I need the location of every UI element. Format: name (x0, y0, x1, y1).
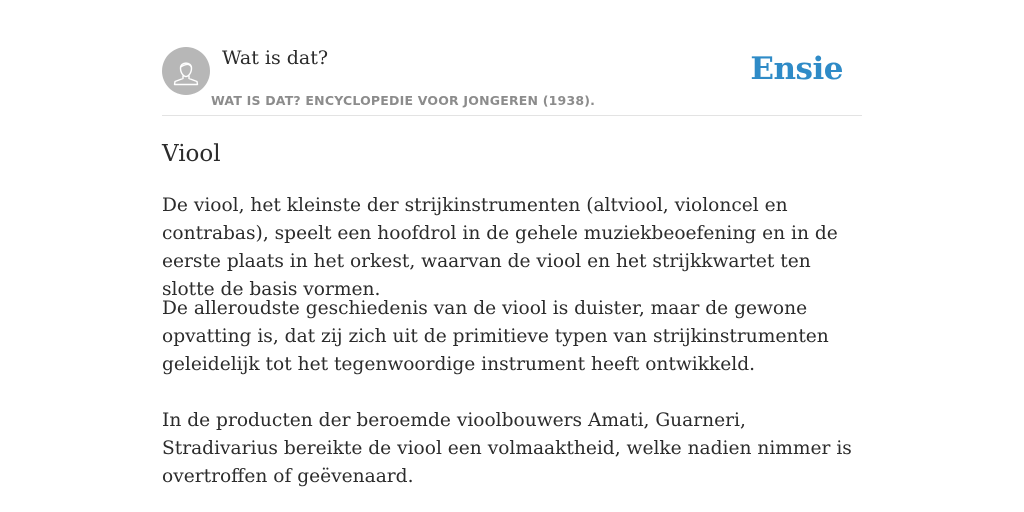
ensie-logo[interactable]: Ensie (750, 51, 843, 87)
entry-title: Viool (162, 141, 221, 167)
entry-paragraph-3: In de producten der beroemde vioolbouwers Amati, Guarneri, Stradivarius bereikte de viool een volmaaktheid, welke nadien nimmer is overtroffen of geëvenaard. (162, 410, 852, 487)
source-subtitle[interactable]: WAT IS DAT? ENCYCLOPEDIE VOOR JONGEREN (1938). (211, 93, 596, 108)
source-avatar[interactable] (162, 47, 210, 95)
user-icon (162, 47, 210, 95)
entry-paragraph-1: De viool, het kleinste der strijkinstrumenten (altviool, violoncel en contrabas), speelt een hoofdrol in de gehele muziekbeoefening en in de eerste plaats in het orkest, waarvan de viool en het strijkkwartet ten slotte de basis vormen. (162, 195, 838, 300)
source-title[interactable]: Wat is dat? (222, 47, 329, 69)
entry-paragraph-2: De alleroudste geschiedenis van de viool is duister, maar de gewone opvatting is, dat zij zich uit de primitieve typen van strijkinstrumenten geleidelijk tot het tegenwoordige instrument heeft ontwikkeld. (162, 298, 829, 375)
page (162, 0, 862, 512)
source-header (162, 0, 862, 116)
